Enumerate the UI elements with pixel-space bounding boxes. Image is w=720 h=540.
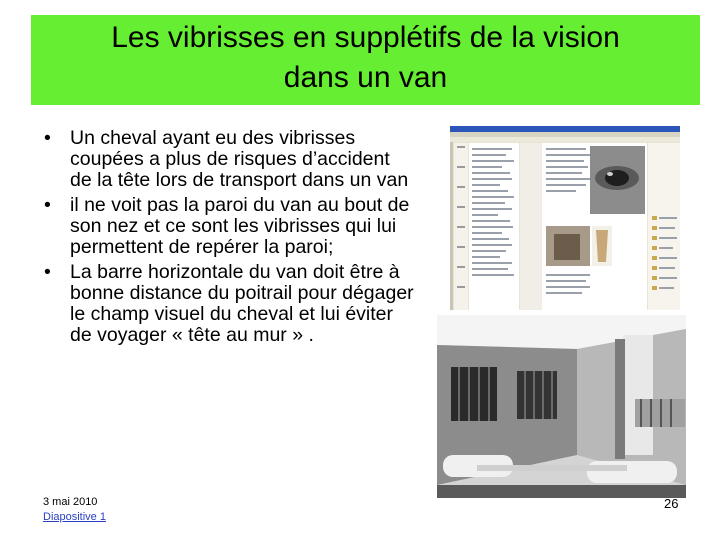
footer-date: 3 mai 2010 [43, 496, 98, 508]
bullet-text: La barre horizontale du van doit être à bonne distance du poitrail pour dégager le champ visuel du cheval et lui éviter de voyager « tête au mur » . [70, 261, 414, 346]
horse-trailer-photo [437, 315, 686, 498]
bullet-marker: • [44, 194, 51, 216]
slide-title-line-1: Les vibrisses en supplétifs de la vision [111, 21, 620, 54]
slide-title-line-2: dans un van [283, 61, 448, 94]
bullet-marker: • [44, 261, 51, 283]
bullet-list [44, 128, 414, 350]
bullet-item [44, 128, 414, 191]
bullet-marker: • [44, 127, 51, 149]
slide-link[interactable]: Diapositive 1 [43, 511, 106, 523]
bullet-text: Un cheval ayant eu des vibrisses coupées a plus de risques d’accident de la tête lors de transport dans un van [70, 127, 409, 191]
bullet-item [44, 262, 414, 346]
bullet-item [44, 195, 414, 258]
document-screenshot-image [450, 126, 680, 310]
bullet-text: il ne voit pas la paroi du van au bout de son nez et ce sont les vibrisses qui lui permettent de repérer la paroi; [70, 194, 410, 258]
page-number: 26 [664, 496, 679, 511]
slide-title [31, 18, 700, 98]
